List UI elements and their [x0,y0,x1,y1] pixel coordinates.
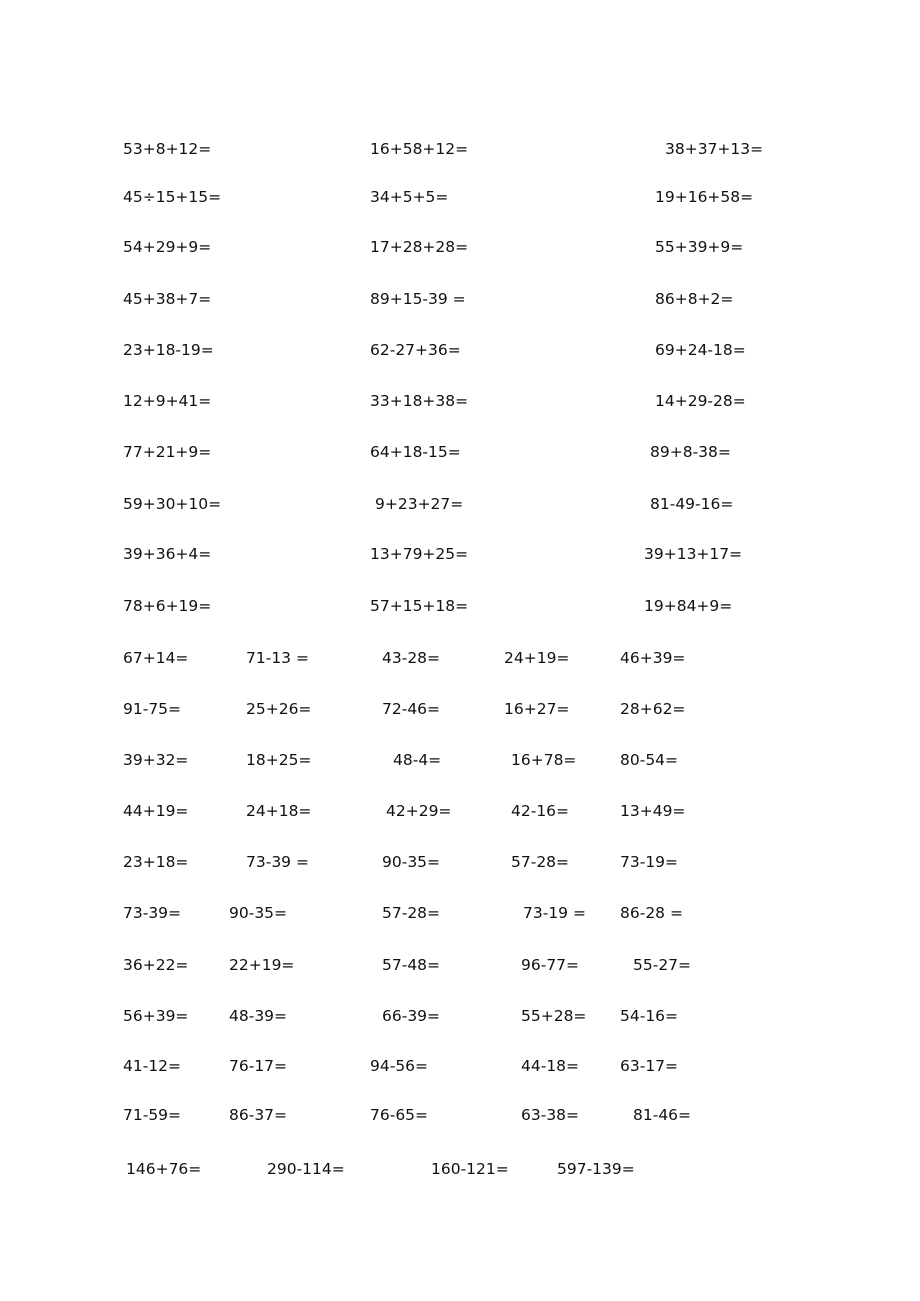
math-problem: 81-46= [633,1106,692,1124]
math-problem: 39+13+17= [644,545,743,563]
problem-row [0,594,920,618]
math-problem: 90-35= [382,853,441,871]
problem-row [0,492,920,516]
math-problem: 160-121= [431,1160,509,1178]
math-problem: 45÷15+15= [123,188,222,206]
math-problem: 96-77= [521,956,580,974]
problem-row [0,799,920,823]
problem-row [0,748,920,772]
problem-row [0,137,920,161]
math-problem: 44-18= [521,1057,580,1075]
math-problem: 57-28= [382,904,441,922]
math-problem: 63-17= [620,1057,679,1075]
math-problem: 62-27+36= [370,341,461,359]
math-problem: 71-13 = [246,649,309,667]
math-problem: 39+32= [123,751,189,769]
problem-row [0,338,920,362]
problem-row [0,697,920,721]
math-problem: 53+8+12= [123,140,212,158]
math-problem: 14+29-28= [655,392,746,410]
math-problem: 80-54= [620,751,679,769]
math-problem: 16+78= [511,751,577,769]
problem-row [0,235,920,259]
problem-row [0,542,920,566]
math-problem: 36+22= [123,956,189,974]
problem-row [0,646,920,670]
math-problem: 17+28+28= [370,238,469,256]
problem-row [0,440,920,464]
problem-row [0,1054,920,1078]
math-problem: 81-49-16= [650,495,734,513]
math-problem: 18+25= [246,751,312,769]
problem-row [0,1004,920,1028]
math-problem: 39+36+4= [123,545,212,563]
math-problem: 89+8-38= [650,443,731,461]
math-problem: 73-19 = [523,904,586,922]
problem-row [0,901,920,925]
math-problem: 73-39= [123,904,182,922]
math-problem: 22+19= [229,956,295,974]
math-problem: 57-48= [382,956,441,974]
math-problem: 23+18-19= [123,341,214,359]
problem-row [0,850,920,874]
math-problem: 86-37= [229,1106,288,1124]
math-problem: 24+19= [504,649,570,667]
math-problem: 54+29+9= [123,238,212,256]
math-problem: 23+18= [123,853,189,871]
math-problem: 55+39+9= [655,238,744,256]
math-problem: 45+38+7= [123,290,212,308]
math-problem: 290-114= [267,1160,345,1178]
problem-row [0,1103,920,1127]
math-problem: 48-4= [393,751,442,769]
math-problem: 66-39= [382,1007,441,1025]
math-problem: 55-27= [633,956,692,974]
problem-row [0,953,920,977]
problem-row [0,1157,920,1181]
math-problem: 19+16+58= [655,188,754,206]
math-problem: 91-75= [123,700,182,718]
math-problem: 71-59= [123,1106,182,1124]
math-problem: 19+84+9= [644,597,733,615]
math-problem: 72-46= [382,700,441,718]
math-problem: 12+9+41= [123,392,212,410]
math-problem: 38+37+13= [665,140,764,158]
math-problem: 34+5+5= [370,188,449,206]
math-problem: 77+21+9= [123,443,212,461]
math-problem: 55+28= [521,1007,587,1025]
math-problem: 44+19= [123,802,189,820]
math-problem: 59+30+10= [123,495,222,513]
math-problem: 42+29= [386,802,452,820]
math-problem: 76-17= [229,1057,288,1075]
math-problem: 13+49= [620,802,686,820]
math-problem: 146+76= [126,1160,202,1178]
math-problem: 16+27= [504,700,570,718]
math-problem: 90-35= [229,904,288,922]
math-problem: 76-65= [370,1106,429,1124]
math-problem: 73-19= [620,853,679,871]
problem-row [0,185,920,209]
math-problem: 41-12= [123,1057,182,1075]
math-problem: 33+18+38= [370,392,469,410]
math-problem: 46+39= [620,649,686,667]
math-problem: 56+39= [123,1007,189,1025]
math-problem: 64+18-15= [370,443,461,461]
math-problem: 48-39= [229,1007,288,1025]
math-problem: 86+8+2= [655,290,734,308]
math-problem: 16+58+12= [370,140,469,158]
problem-row [0,389,920,413]
math-problem: 9+23+27= [375,495,464,513]
math-problem: 597-139= [557,1160,635,1178]
math-problem: 57-28= [511,853,570,871]
math-problem: 89+15-39 = [370,290,466,308]
math-problem: 43-28= [382,649,441,667]
math-problem: 73-39 = [246,853,309,871]
math-problem: 57+15+18= [370,597,469,615]
math-problem: 94-56= [370,1057,429,1075]
math-problem: 42-16= [511,802,570,820]
math-problem: 67+14= [123,649,189,667]
math-problem: 24+18= [246,802,312,820]
math-problem: 54-16= [620,1007,679,1025]
math-problem: 13+79+25= [370,545,469,563]
math-problem: 69+24-18= [655,341,746,359]
problem-row [0,287,920,311]
math-problem: 25+26= [246,700,312,718]
math-problem: 63-38= [521,1106,580,1124]
math-problem: 78+6+19= [123,597,212,615]
math-problem: 86-28 = [620,904,683,922]
math-problem: 28+62= [620,700,686,718]
